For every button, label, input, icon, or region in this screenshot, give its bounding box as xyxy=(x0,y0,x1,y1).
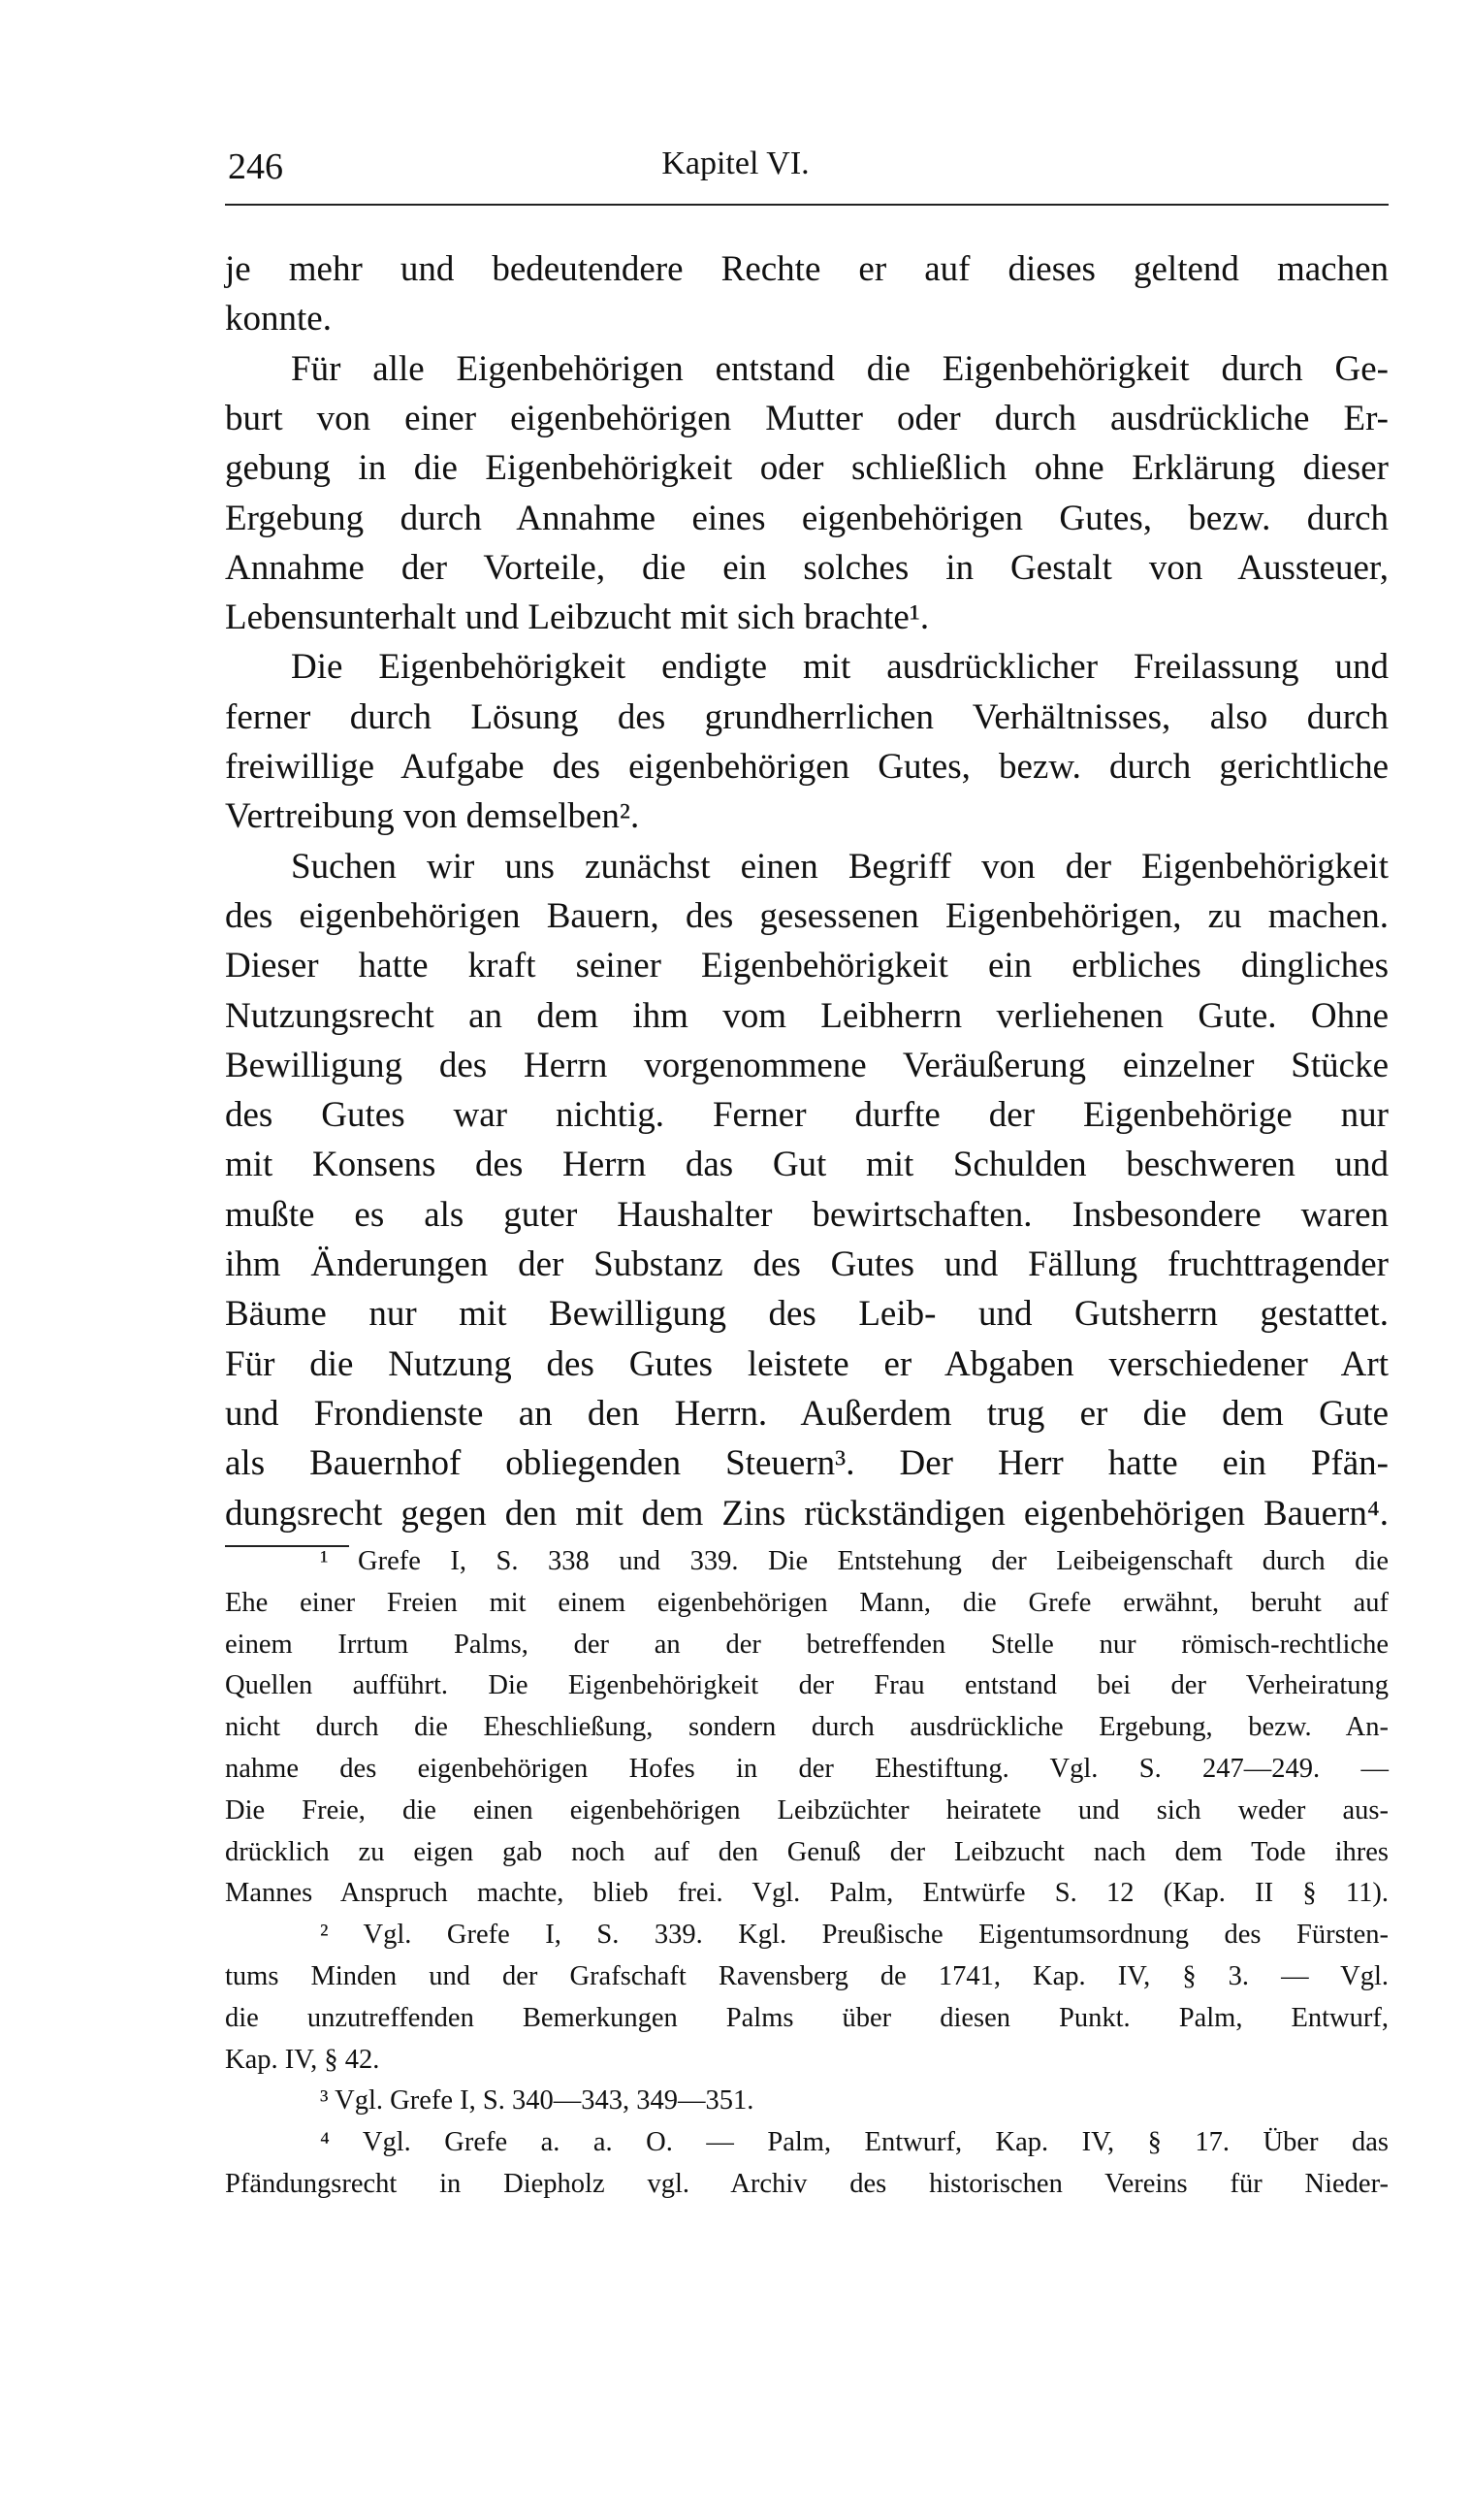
body-line: Für die Nutzung des Gutes leistete er Abgaben verschiedener Art xyxy=(225,1343,1389,1384)
footnote-line: ² Vgl. Grefe I, S. 339. Kgl. Preußische Eigentumsordnung des Fürsten- xyxy=(320,1920,1389,1951)
body-line: Bäume nur mit Bewilligung des Leib- und Gutsherrn gestattet. xyxy=(225,1294,1389,1335)
footnote-line: einem Irrtum Palms, der an der betreffenden Stelle nur römisch-rechtliche xyxy=(225,1629,1389,1660)
body-line: Für alle Eigenbehörigen entstand die Eigenbehörigkeit durch Ge- xyxy=(291,348,1389,389)
footnote-line: tums Minden und der Grafschaft Ravensberg de 1741, Kap. IV, § 3. — Vgl. xyxy=(225,1961,1389,1991)
footnote-line: Ehe einer Freien mit einem eigenbehörigen Mann, die Grefe erwähnt, beruht auf xyxy=(225,1587,1389,1618)
footnote-line: Kap. IV, § 42. xyxy=(225,2044,380,2075)
body-line: gebung in die Eigenbehörigkeit oder schließlich ohne Erklärung dieser xyxy=(225,448,1389,489)
body-line: burt von einer eigenbehörigen Mutter oder durch ausdrückliche Er- xyxy=(225,398,1389,438)
body-line: ferner durch Lösung des grundherrlichen Verhältnisses, also durch xyxy=(225,696,1389,737)
body-line: Dieser hatte kraft seiner Eigenbehörigkeit ein erbliches dingliches xyxy=(225,946,1389,986)
footnote-line: ⁴ Vgl. Grefe a. a. O. — Palm, Entwurf, Kap. IV, § 17. Über das xyxy=(320,2127,1389,2158)
footnote-line: die unzutreffenden Bemerkungen Palms über diesen Punkt. Palm, Entwurf, xyxy=(225,2002,1389,2033)
body-line: mußte es als guter Haushalter bewirtschaften. Insbesondere waren xyxy=(225,1194,1389,1235)
body-line: Annahme der Vorteile, die ein solches in Gestalt von Aussteuer, xyxy=(225,547,1389,588)
footnote-line: drücklich zu eigen gab noch auf den Genuß der Leibzucht nach dem Tode ihres xyxy=(225,1836,1389,1867)
body-line: freiwillige Aufgabe des eigenbehörigen Gutes, bezw. durch gerichtliche xyxy=(225,747,1389,787)
body-line: dungsrecht gegen den mit dem Zins rückständigen eigenbehörigen Bauern⁴. xyxy=(225,1493,1389,1534)
body-line: und Frondienste an den Herrn. Außerdem trug er die dem Gute xyxy=(225,1393,1389,1434)
body-line: Bewilligung des Herrn vorgenommene Veräußerung einzelner Stücke xyxy=(225,1045,1389,1085)
running-title: Kapitel VI. xyxy=(661,145,810,181)
footnote-line: Mannes Anspruch machte, blieb frei. Vgl. Palm, Entwürfe S. 12 (Kap. II § 11). xyxy=(225,1878,1389,1909)
body-line: Nutzungsrecht an dem ihm vom Leibherrn verliehenen Gute. Ohne xyxy=(225,995,1389,1036)
footnote-line: ³ Vgl. Grefe I, S. 340—343, 349—351. xyxy=(320,2085,754,2116)
body-line: als Bauernhof obliegenden Steuern³. Der Herr hatte ein Pfän- xyxy=(225,1443,1389,1484)
footnote-line: nahme des eigenbehörigen Hofes in der Ehestiftung. Vgl. S. 247—249. — xyxy=(225,1754,1389,1784)
page-number: 246 xyxy=(228,146,283,187)
footnote-line: Pfändungsrecht in Diepholz vgl. Archiv des historischen Vereins für Nieder- xyxy=(225,2169,1389,2199)
body-line: mit Konsens des Herrn das Gut mit Schulden beschweren und xyxy=(225,1145,1389,1185)
footnote-line: Die Freie, die einen eigenbehörigen Leibzüchter heiratete und sich weder aus- xyxy=(225,1794,1389,1825)
body-line: des Gutes war nichtig. Ferner durfte der Eigenbehörige nur xyxy=(225,1095,1389,1136)
footnote-line: ¹ Grefe I, S. 338 und 339. Die Entstehung der Leibeigenschaft durch die xyxy=(320,1546,1389,1576)
body-line: je mehr und bedeutendere Rechte er auf dieses geltend machen xyxy=(225,249,1389,289)
footnote-line: Quellen aufführt. Die Eigenbehörigkeit der Frau entstand bei der Verheiratung xyxy=(225,1670,1389,1701)
body-line: Die Eigenbehörigkeit endigte mit ausdrücklicher Freilassung und xyxy=(291,647,1389,688)
footnote-line: nicht durch die Eheschließung, sondern durch ausdrückliche Ergebung, bezw. An- xyxy=(225,1712,1389,1743)
body-line: des eigenbehörigen Bauern, des gesessenen Eigenbehörigen, zu machen. xyxy=(225,895,1389,936)
body-line: Vertreibung von demselben². xyxy=(225,796,640,837)
body-line: ihm Änderungen der Substanz des Gutes und Fällung fruchttragender xyxy=(225,1244,1389,1284)
body-line: Suchen wir uns zunächst einen Begriff von der Eigenbehörigkeit xyxy=(291,846,1389,887)
body-line: konnte. xyxy=(225,299,332,339)
body-line: Lebensunterhalt und Leibzucht mit sich brachte¹. xyxy=(225,598,930,638)
header-rule xyxy=(225,204,1389,206)
body-line: Ergebung durch Annahme eines eigenbehörigen Gutes, bezw. durch xyxy=(225,498,1389,538)
